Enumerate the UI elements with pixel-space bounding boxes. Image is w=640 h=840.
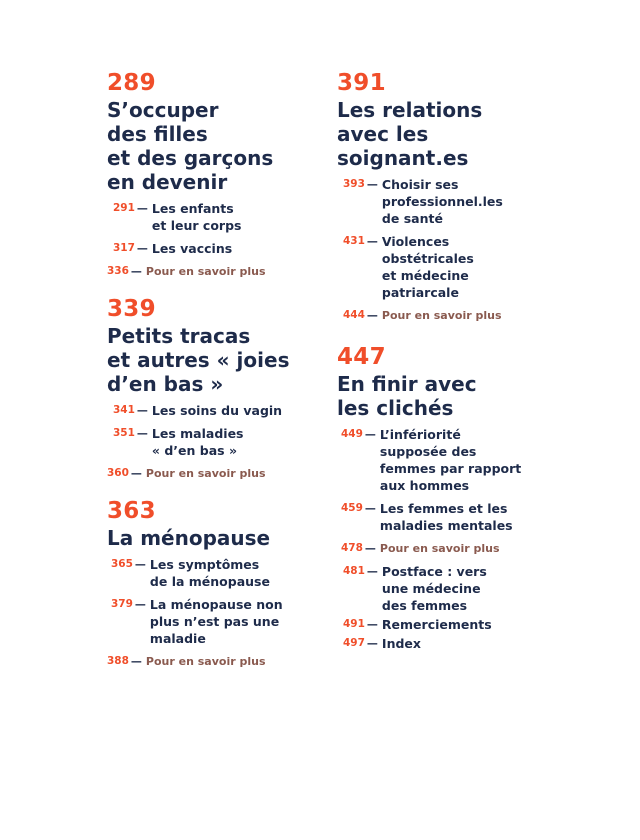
toc-entry[interactable] xyxy=(337,233,577,301)
toc-entry[interactable] xyxy=(107,240,322,257)
entry-page-number: 459 xyxy=(341,502,363,514)
entry-page-number: 341 xyxy=(113,404,135,416)
entry-page-number: 379 xyxy=(111,598,133,610)
toc-column-left xyxy=(107,70,322,676)
entry-dash: — xyxy=(366,565,378,578)
entry-title: Pour en savoir plus xyxy=(145,265,266,278)
entry-dash: — xyxy=(366,235,378,248)
entry-dash: — xyxy=(136,202,148,215)
entry-dash: — xyxy=(364,428,376,441)
toc-section xyxy=(337,70,577,324)
toc-entry[interactable] xyxy=(337,500,577,534)
entry-dash: — xyxy=(136,242,148,255)
toc-entry-more[interactable] xyxy=(107,465,322,482)
entry-dash: — xyxy=(130,655,142,668)
entry-page-number: 491 xyxy=(343,618,365,630)
entry-title: Pour en savoir plus xyxy=(145,655,266,668)
entry-title: Les enfants et leur corps xyxy=(151,201,242,233)
entry-dash: — xyxy=(366,309,378,322)
section-entries xyxy=(337,176,577,324)
entry-page-number: 497 xyxy=(343,637,365,649)
toc-entry[interactable] xyxy=(337,635,577,652)
toc-entry[interactable] xyxy=(337,616,577,633)
toc-entry-more[interactable] xyxy=(107,263,322,280)
entry-page-number: 351 xyxy=(113,427,135,439)
entry-title: Les maladies « d’en bas » xyxy=(151,426,244,458)
toc-entry-more[interactable] xyxy=(107,653,322,670)
entry-title: Les vaccins xyxy=(151,241,233,256)
toc-entry[interactable] xyxy=(107,425,322,459)
entry-title: Violences obstétricales et médecine patriarcale xyxy=(381,234,474,300)
entry-page-number: 481 xyxy=(343,565,365,577)
section-page-number[interactable]: 447 xyxy=(337,344,386,370)
section-title[interactable]: Petits tracas et autres « joies d’en bas » xyxy=(107,324,290,396)
entry-page-number: 360 xyxy=(107,467,129,479)
toc-section xyxy=(107,70,322,280)
entry-page-number: 431 xyxy=(343,235,365,247)
toc-entry[interactable] xyxy=(337,176,577,227)
entry-page-number: 478 xyxy=(341,542,363,554)
section-title[interactable]: S’occuper des filles et des garçons en devenir xyxy=(107,98,274,194)
section-entries xyxy=(107,556,322,670)
entry-page-number: 444 xyxy=(343,309,365,321)
section-entries xyxy=(107,200,322,280)
section-title[interactable]: La ménopause xyxy=(107,526,271,550)
entry-page-number: 365 xyxy=(111,558,133,570)
entry-title: Les symptômes de la ménopause xyxy=(149,557,270,589)
entry-dash: — xyxy=(130,467,142,480)
toc-entry[interactable] xyxy=(107,556,322,590)
entry-page-number: 317 xyxy=(113,242,135,254)
entry-title: Remerciements xyxy=(381,617,492,632)
entry-dash: — xyxy=(366,178,378,191)
entry-page-number: 388 xyxy=(107,655,129,667)
entry-dash: — xyxy=(130,265,142,278)
section-page-number[interactable]: 363 xyxy=(107,498,156,524)
toc-entry-more[interactable] xyxy=(337,540,577,557)
entry-dash: — xyxy=(364,502,376,515)
toc-section xyxy=(107,296,322,482)
entry-dash: — xyxy=(366,618,378,631)
section-page-number[interactable]: 391 xyxy=(337,70,386,96)
entry-title: Postface : vers une médecine des femmes xyxy=(381,564,487,613)
toc-column-right xyxy=(337,70,577,654)
toc-entry[interactable] xyxy=(107,200,322,234)
entry-title: Les femmes et les maladies mentales xyxy=(379,501,513,533)
entry-page-number: 291 xyxy=(113,202,135,214)
toc-entry-more[interactable] xyxy=(337,307,577,324)
entry-dash: — xyxy=(136,427,148,440)
entry-page-number: 393 xyxy=(343,178,365,190)
entry-dash: — xyxy=(366,637,378,650)
toc-entry[interactable] xyxy=(107,402,322,419)
section-title[interactable]: Les relations avec les soignant.es xyxy=(337,98,483,170)
entry-dash: — xyxy=(134,598,146,611)
entry-title: Les soins du vagin xyxy=(151,403,283,418)
toc-entry[interactable] xyxy=(107,596,322,647)
toc-section xyxy=(337,344,577,652)
entry-title: La ménopause non plus n’est pas une maladie xyxy=(149,597,283,646)
toc-section xyxy=(107,498,322,670)
entry-title: Pour en savoir plus xyxy=(381,309,502,322)
toc-entry[interactable] xyxy=(337,563,577,614)
entry-title: L’infériorité supposée des femmes par rapport aux hommes xyxy=(379,427,522,493)
entry-title: Pour en savoir plus xyxy=(145,467,266,480)
entry-dash: — xyxy=(134,558,146,571)
entry-dash: — xyxy=(136,404,148,417)
entry-page-number: 449 xyxy=(341,428,363,440)
section-entries xyxy=(337,426,577,652)
section-title[interactable]: En finir avec les clichés xyxy=(337,372,477,420)
entry-title: Index xyxy=(381,636,421,651)
entry-title: Choisir ses professionnel.les de santé xyxy=(381,177,503,226)
entry-dash: — xyxy=(364,542,376,555)
entry-page-number: 336 xyxy=(107,265,129,277)
section-entries xyxy=(107,402,322,482)
entry-title: Pour en savoir plus xyxy=(379,542,500,555)
section-page-number[interactable]: 289 xyxy=(107,70,156,96)
section-page-number[interactable]: 339 xyxy=(107,296,156,322)
toc-entry[interactable] xyxy=(337,426,577,494)
